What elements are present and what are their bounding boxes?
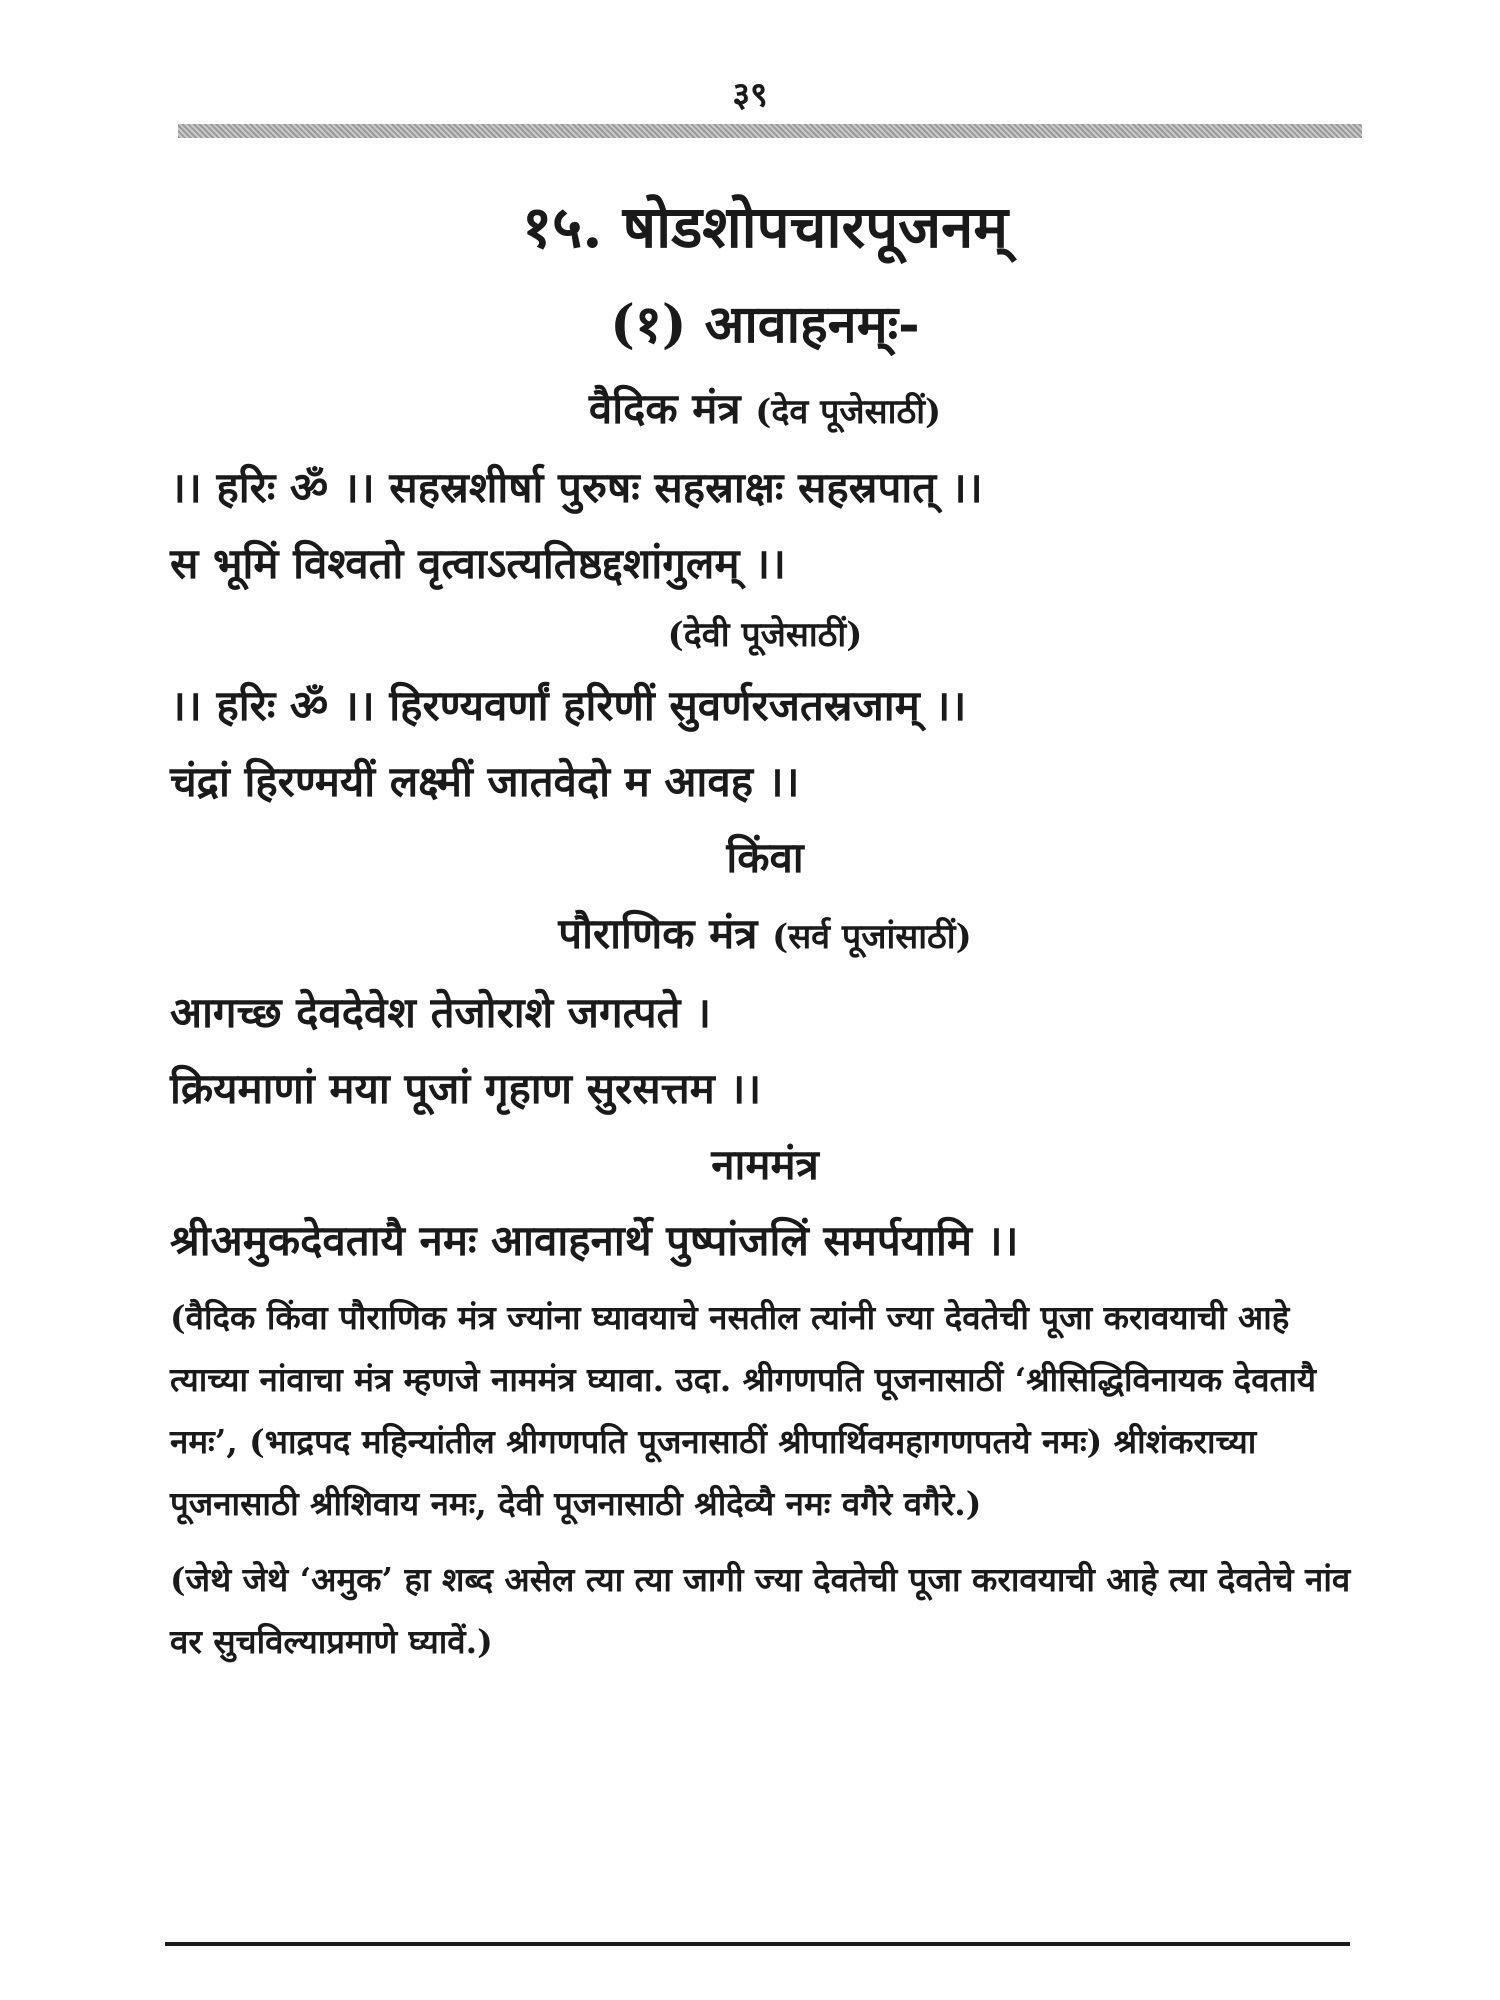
vedic-mantra-line-1: ।। हरिः ॐ ।। सहस्रशीर्षा पुरुषः सहस्राक्षः सहस्रपात् ।। bbox=[170, 463, 983, 512]
page-number: ३९ bbox=[732, 75, 768, 115]
naam-mantra-line: श्रीअमुकदेवतायै नमः आवाहनार्थे पुष्पांजलिं समर्पयामि ।। bbox=[170, 1216, 1019, 1265]
header-rule bbox=[178, 124, 1362, 138]
vedic-mantra-line-4: चंद्रां हिरण्मयीं लक्ष्मीं जातवेदो म आवह ।। bbox=[170, 757, 800, 806]
section-title: (१) आवाहनम्ः- bbox=[610, 294, 920, 355]
devi-pooja-note: (देवी पूजेसाठीं) bbox=[667, 615, 863, 655]
naam-mantra-heading: नाममंत्र bbox=[711, 1140, 819, 1189]
chapter-title: १५. षोडशोपचारपूजनम् bbox=[521, 193, 1009, 261]
page-content bbox=[170, 175, 1360, 1673]
footer-rule bbox=[165, 1942, 1350, 1946]
pauranik-mantra-line-2: क्रियमाणां मया पूजां गृहाण सुरसत्तम ।। bbox=[170, 1064, 762, 1113]
vedic-heading-text: वैदिक मंत्र bbox=[588, 384, 741, 433]
vedic-heading-note: (देव पूजेसाठीं) bbox=[755, 392, 942, 432]
or-separator: किंवा bbox=[726, 833, 804, 882]
vedic-mantra-line-3: ।। हरिः ॐ ।। हिरण्यवर्णां हरिणीं सुवर्णरजतस्रजाम् ।। bbox=[170, 681, 967, 730]
vedic-mantra-heading bbox=[170, 371, 1360, 450]
pauranik-heading-note: (सर्व पूजांसाठीं) bbox=[772, 917, 972, 957]
pauranik-mantra-heading bbox=[170, 896, 1360, 975]
pauranik-heading-text: पौराणिक मंत्र bbox=[558, 909, 758, 958]
vedic-mantra-line-2: स भूमिं विश्वतो वृत्वाऽत्यतिष्ठद्दशांगुलम् ।। bbox=[170, 539, 786, 588]
pauranik-mantra-line-1: आगच्छ देवदेवेश तेजोराशे जगत्पते । bbox=[170, 988, 712, 1037]
explanation-paragraph: (वैदिक किंवा पौराणिक मंत्र ज्यांना घ्यावयाचे नसतील त्यांनी ज्या देवतेची पूजा करावयाची आहे त्याच्या नांवाचा मंत्र म्हणजे नाममंत्र घ्यावा. उदा. श्रीगणपति पूजनासाठीं ‘श्रीसिद्धिविनायक देवतायै नमः’, (भाद्रपद महिन्यांतील श्रीगणपति पूजनासाठीं श्रीपार्थिवमहागणपतये नमः) श्रीशंकराच्या पूजनासाठी श्रीशिवाय नमः, देवी पूजनासाठी श्रीदेव्यै नमः वगैरे वगैरे.) bbox=[170, 1298, 1317, 1523]
amuk-note-paragraph: (जेथे जेथे ‘अमुक’ हा शब्द असेल त्या त्या जागी ज्या देवतेची पूजा करावयाची आहे त्या देवतेचे नांव वर सुचविल्याप्रमाणे घ्यावें.) bbox=[170, 1560, 1351, 1661]
